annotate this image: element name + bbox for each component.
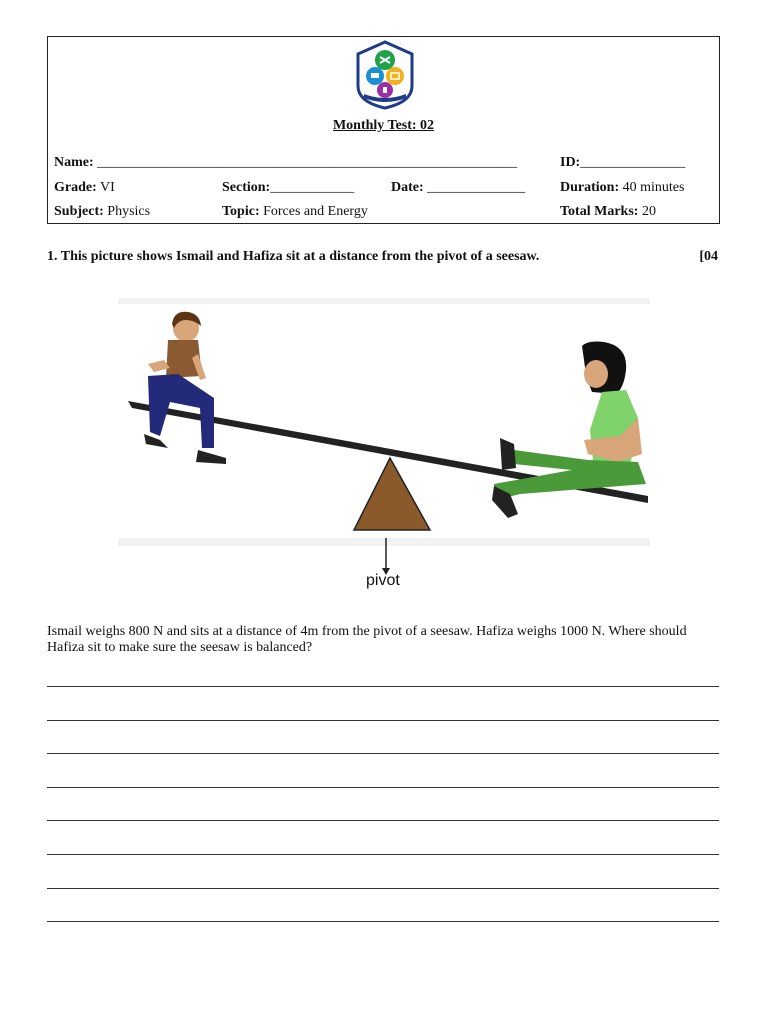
name-label: Name: — [54, 155, 94, 170]
answer-line[interactable] — [47, 720, 719, 721]
figure-bottom-band — [118, 538, 650, 546]
answer-line[interactable] — [47, 888, 719, 889]
pivot-label: pivot — [366, 572, 400, 589]
name-field[interactable]: ____________________________________________________________ — [97, 155, 518, 170]
grade-label: Grade: — [54, 180, 97, 195]
date-field[interactable]: ______________ — [427, 180, 526, 195]
grade-row — [54, 180, 115, 196]
id-row — [560, 155, 685, 171]
subject-row — [54, 204, 150, 220]
duration-row — [560, 180, 684, 196]
duration-value: 40 minutes — [622, 180, 685, 195]
pivot-triangle — [354, 458, 430, 530]
id-field[interactable]: _______________ — [580, 155, 686, 170]
answer-line[interactable] — [47, 854, 719, 855]
figure-top-band — [118, 298, 650, 304]
question-marks: [04 — [699, 249, 718, 264]
total-marks-label: Total Marks: — [560, 204, 639, 219]
subject-value: Physics — [107, 204, 151, 219]
date-row — [391, 180, 525, 196]
answer-line[interactable] — [47, 787, 719, 788]
question-1 — [47, 249, 720, 265]
section-field[interactable]: ____________ — [270, 180, 355, 195]
school-logo-icon — [354, 40, 416, 110]
total-marks-value: 20 — [641, 204, 656, 219]
topic-value: Forces and Energy — [263, 204, 368, 219]
question-text: 1. This picture shows Ismail and Hafiza sit at a distance from the pivot of a seesaw. — [47, 249, 540, 264]
answer-line[interactable] — [47, 820, 719, 821]
total-marks-row — [560, 204, 656, 220]
duration-label: Duration: — [560, 180, 620, 195]
answer-line[interactable] — [47, 753, 719, 754]
topic-label: Topic: — [222, 204, 260, 219]
section-row — [222, 180, 354, 196]
subject-label: Subject: — [54, 204, 104, 219]
grade-value: VI — [100, 180, 115, 195]
seesaw-figure — [118, 298, 650, 590]
boy-figure — [144, 312, 226, 464]
test-title: Monthly Test: 02 — [332, 118, 435, 133]
name-row — [54, 155, 517, 171]
section-label: Section: — [222, 180, 271, 195]
answer-line[interactable] — [47, 686, 719, 687]
answer-line[interactable] — [47, 921, 719, 922]
id-label: ID: — [560, 155, 581, 170]
topic-row — [222, 204, 368, 220]
header-box — [47, 36, 720, 224]
problem-text: Ismail weighs 800 N and sits at a distance of 4m from the pivot of a seesaw. Hafiza weighs 1000 N. Where should Hafiza sit to make sure the seesaw is balanced? — [47, 624, 687, 655]
date-label: Date: — [391, 180, 424, 195]
